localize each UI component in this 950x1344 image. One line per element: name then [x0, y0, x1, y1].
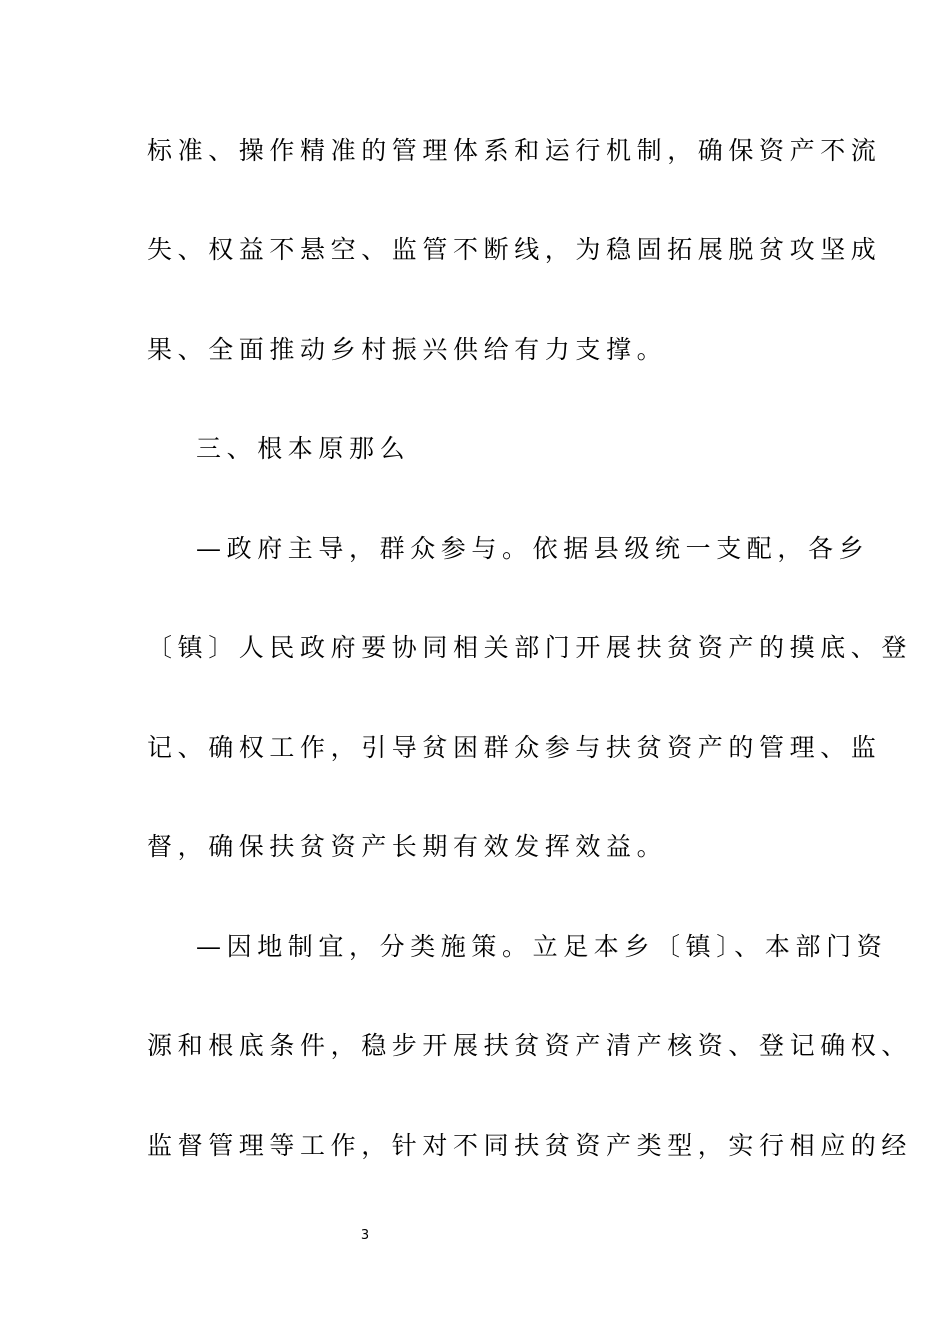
body-text-line: 果、全面推动乡村振兴供给有力支撑。	[147, 335, 668, 364]
body-text-line: 标准、操作精准的管理体系和运行机制，确保资产不流	[147, 136, 882, 165]
body-text-line: —政府主导，群众参与。依据县级统一支配，各乡	[196, 534, 870, 563]
body-text-line: 失、权益不悬空、监管不断线，为稳固拓展脱贫攻坚成	[147, 235, 882, 264]
section-heading: 三、根本原那么	[196, 434, 411, 463]
body-text-line: 记、确权工作，引导贫困群众参与扶贫资产的管理、监	[147, 733, 882, 762]
body-text-line: 源和根底条件，稳步开展扶贫资产清产核资、登记确权、	[147, 1031, 913, 1060]
body-text-line: 监督管理等工作，针对不同扶贫资产类型，实行相应的经	[147, 1131, 913, 1160]
body-text-line: —因地制宜，分类施策。立足本乡〔镇〕、本部门资	[196, 932, 888, 961]
body-text-line: 督，确保扶贫资产长期有效发挥效益。	[147, 832, 668, 861]
body-text-line: 〔镇〕人民政府要协同相关部门开展扶贫资产的摸底、登	[147, 633, 913, 662]
page-number: 3	[360, 1228, 370, 1243]
